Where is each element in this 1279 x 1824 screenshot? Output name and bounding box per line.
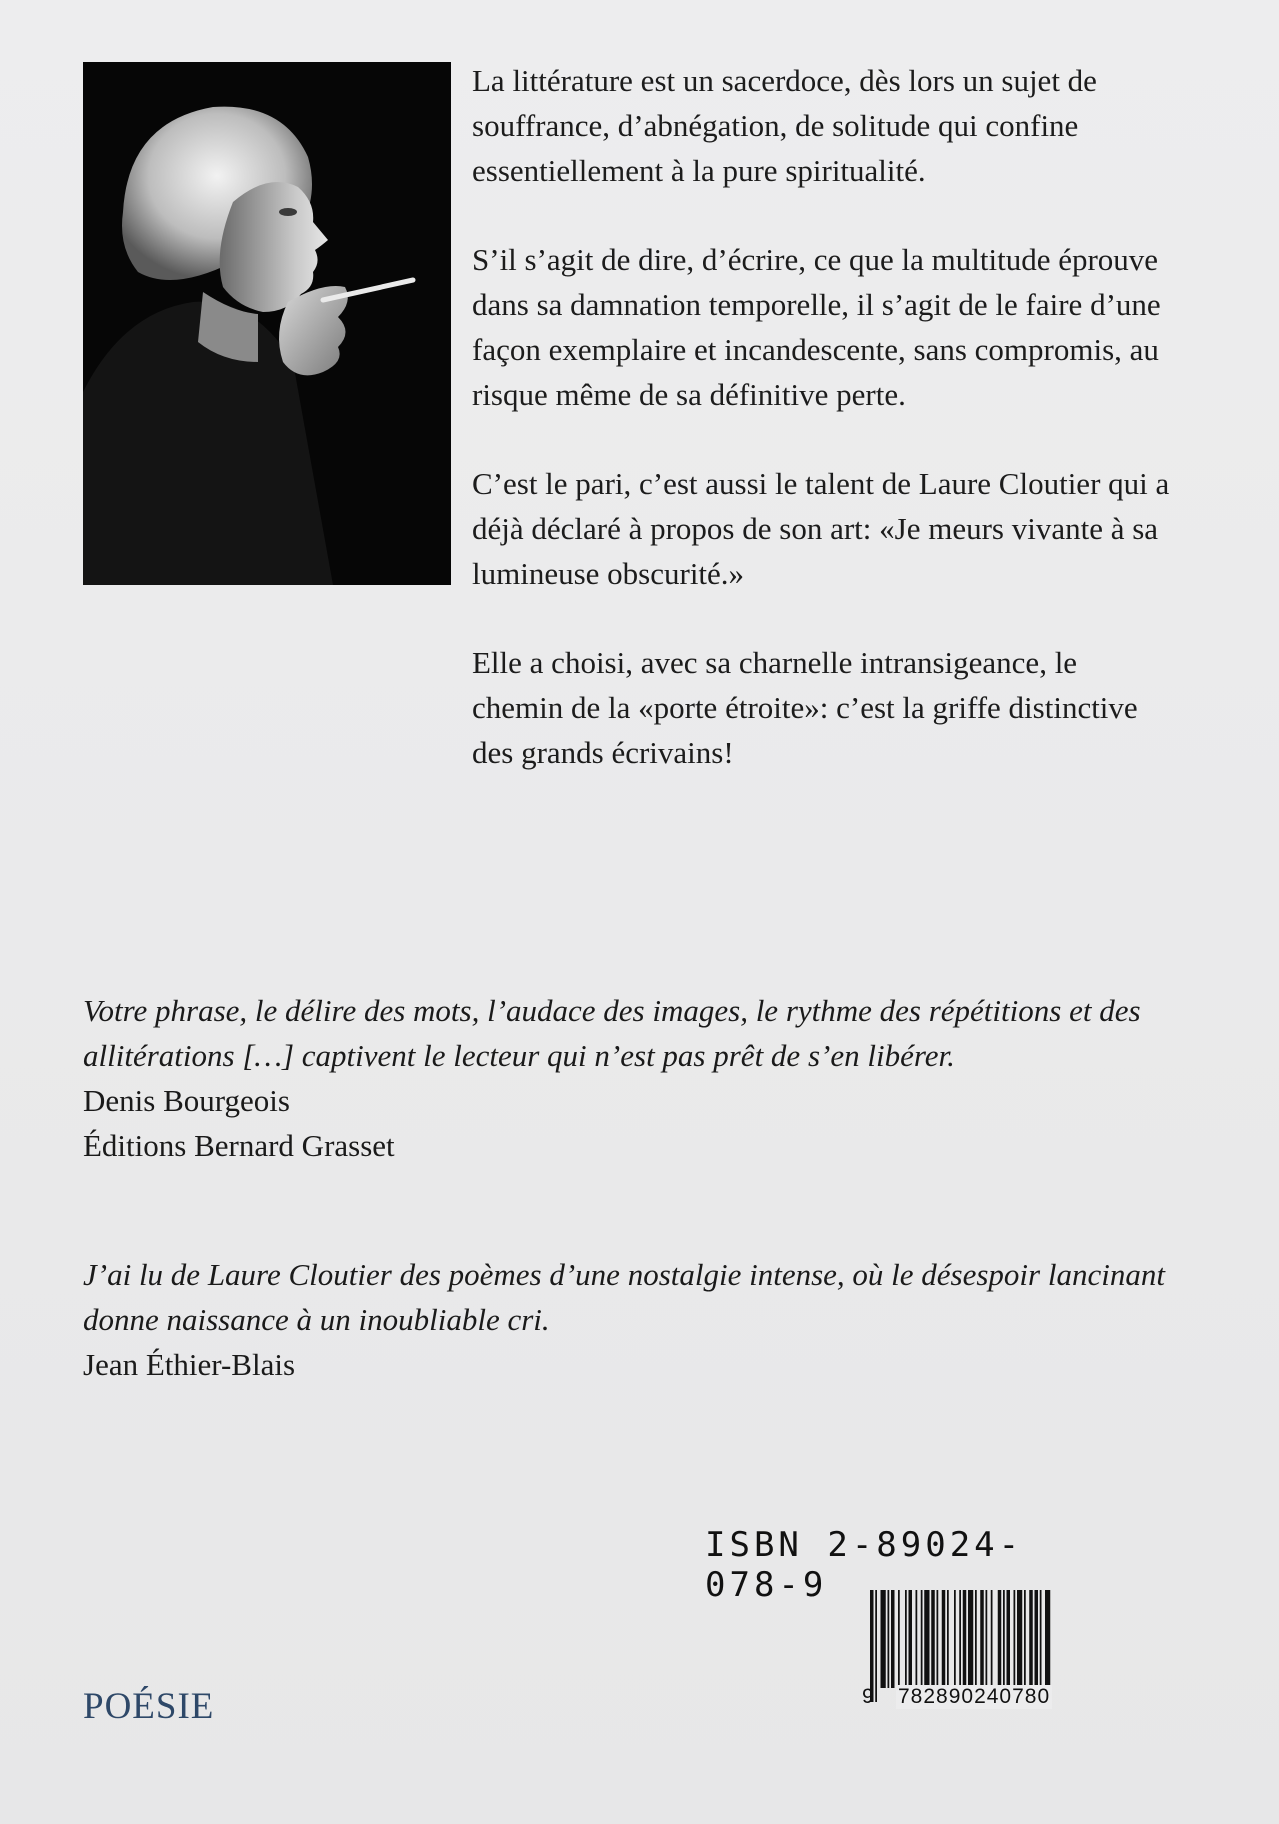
testimonial-ethier-blais <box>83 1252 1183 1387</box>
barcode-bar <box>937 1590 939 1688</box>
testimonial-bourgeois <box>83 988 1183 1168</box>
barcode-lead-digit: 9 <box>862 1685 874 1708</box>
testimonial-affiliation: Éditions Bernard Grasset <box>83 1128 395 1163</box>
barcode-bar <box>905 1590 907 1688</box>
barcode-bar <box>1014 1590 1016 1688</box>
author-portrait-photo <box>83 62 451 585</box>
barcode-bar <box>916 1590 918 1688</box>
barcode-bar <box>1017 1590 1022 1688</box>
barcode-bar <box>881 1590 886 1688</box>
barcode-bar <box>924 1590 929 1688</box>
barcode-bar <box>1035 1590 1039 1688</box>
barcode-bar <box>991 1590 993 1688</box>
barcode-bar <box>921 1590 923 1688</box>
blurb-text <box>472 58 1172 819</box>
barcode-bar <box>909 1590 913 1688</box>
barcode-bar <box>875 1590 877 1702</box>
barcode-bar <box>998 1590 1002 1688</box>
barcode-bar <box>931 1590 935 1688</box>
barcode-bar <box>1024 1590 1026 1688</box>
series-label: POÉSIE <box>83 1686 215 1727</box>
barcode-bar <box>898 1590 900 1688</box>
barcode-bar <box>1003 1590 1005 1688</box>
barcode-bar <box>1040 1590 1042 1688</box>
testimonial-author: Denis Bourgeois <box>83 1083 290 1118</box>
isbn-number: ISBN 2-89024-078-9 <box>705 1525 1024 1605</box>
author-portrait-illustration <box>83 62 451 585</box>
barcode-bar <box>975 1590 977 1688</box>
blurb-paragraph-3: C’est le pari, c’est aussi le talent de Laure Cloutier qui a déjà déclaré à propos de son art: «Je meurs vivante à sa lumineuse obscurité.» <box>472 466 1170 591</box>
barcode-bar <box>968 1590 973 1688</box>
barcode-bar <box>888 1590 890 1688</box>
barcode-bar <box>942 1590 946 1688</box>
barcode-bar <box>1029 1590 1033 1688</box>
barcode-bar <box>1007 1590 1011 1688</box>
barcode-number: 782890240780 <box>898 1685 1051 1708</box>
barcode-bar <box>947 1590 949 1688</box>
barcode-bar <box>980 1590 984 1688</box>
blurb-paragraph-4: Elle a choisi, avec sa charnelle intransigeance, le chemin de la «porte étroite»: c’est la griffe distinctive des grands écrivains! <box>472 645 1138 770</box>
barcode-bar <box>954 1590 956 1688</box>
testimonial-author: Jean Éthier-Blais <box>83 1347 296 1382</box>
testimonial-quote: J’ai lu de Laure Cloutier des poèmes d’une nostalgie intense, où le désespoir lancinant donne naissance à un inoubliable cri. <box>83 1257 1165 1337</box>
testimonial-quote: Votre phrase, le délire des mots, l’audace des images, le rythme des répétitions et des allitérations […] captivent le lecteur qui n’est pas prêt de s’en libérer. <box>83 993 1141 1073</box>
barcode-bar <box>986 1590 988 1688</box>
blurb-paragraph-2: S’il s’agit de dire, d’écrire, ce que la multitude éprouve dans sa damnation temporelle, il s’agit de le faire d’une façon exemplaire et incandescente, sans compromis, au risque même de sa définitive perte. <box>472 242 1161 412</box>
blurb-paragraph-1: La littérature est un sacerdoce, dès lors un sujet de souffrance, d’abnégation, de solitude qui confine essentiellement à la pure spiritualité. <box>472 63 1097 188</box>
barcode-bar <box>963 1590 967 1688</box>
barcode-bar <box>891 1590 895 1688</box>
